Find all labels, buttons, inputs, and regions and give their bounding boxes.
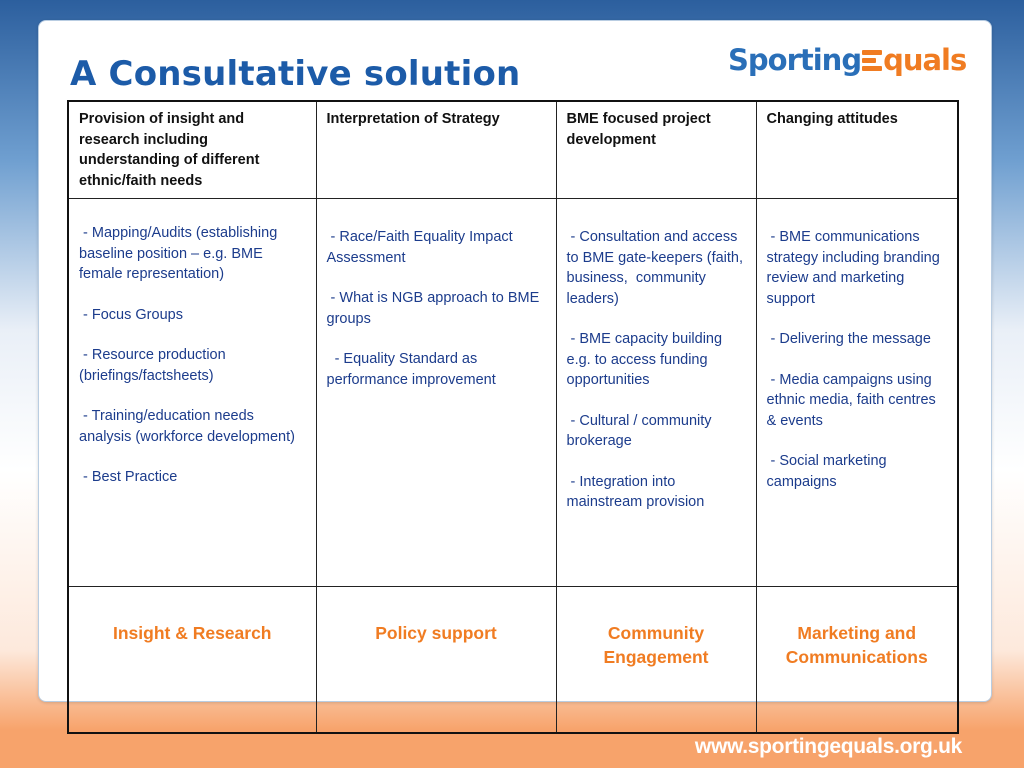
list-item: - Media campaigns using ethnic media, faith centres & events (766, 371, 940, 429)
stacked-bars-e-icon (862, 49, 882, 73)
services-cell-marketing (756, 199, 958, 587)
category-cell: Policy support (316, 587, 556, 734)
category-row (68, 587, 958, 734)
category-cell: Community Engagement (556, 587, 756, 734)
list-item: - Consultation and access to BME gate-keepers (faith, business, community leaders) (566, 229, 748, 307)
list-item: - Mapping/Audits (establishing baseline position – e.g. BME female representation) (79, 225, 282, 282)
list-item: - What is NGB approach to BME groups (326, 290, 544, 327)
header-cell: BME focused project development (556, 101, 756, 199)
list-item: - Training/education needs analysis (workforce development) (79, 408, 295, 445)
logo-text-quals: quals (883, 43, 967, 77)
header-cell: Provision of insight and research including understanding of different ethnic/faith needs (68, 101, 316, 199)
services-row (68, 199, 958, 587)
header-cell: Interpretation of Strategy (316, 101, 556, 199)
list-item: - Resource production (briefings/factsheets) (79, 347, 230, 384)
list-item: - Best Practice (79, 469, 178, 485)
sporting-equals-logo (728, 40, 966, 80)
list-item: - Focus Groups (79, 306, 183, 323)
list-item: - Delivering the message (766, 331, 931, 347)
category-cell: Insight & Research (68, 587, 316, 734)
services-cell-insight (68, 199, 316, 587)
footer-website-url: www.sportingequals.org.uk (694, 735, 962, 758)
category-cell: Marketing and Communications (756, 587, 958, 734)
services-cell-community (556, 199, 756, 587)
list-item: - Race/Faith Equality Impact Assessment (326, 229, 516, 266)
list-item: - Equality Standard as performance improvement (326, 351, 496, 388)
list-item: - Integration into mainstream provision (566, 473, 705, 510)
header-cell: Changing attitudes (756, 101, 958, 199)
list-item: - BME communications strategy including branding review and marketing support (766, 229, 944, 307)
header-row (68, 101, 958, 199)
logo-text-sporting: Sporting (728, 43, 862, 77)
solution-table (67, 100, 959, 734)
list-item: - Social marketing campaigns (766, 453, 891, 490)
slide-title: A Consultative solution (70, 54, 521, 94)
list-item: - BME capacity building e.g. to access funding opportunities (566, 331, 727, 388)
list-item: - Cultural / community brokerage (566, 412, 716, 449)
services-cell-policy (316, 199, 556, 587)
